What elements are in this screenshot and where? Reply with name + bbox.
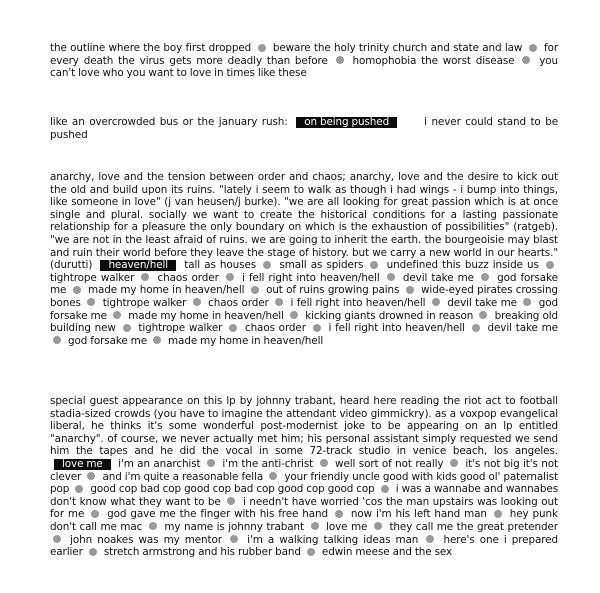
bullet-dot-icon (275, 298, 283, 306)
bullet-dot-icon (450, 459, 458, 467)
bullet-dot-icon (251, 286, 259, 294)
lyric-text: wide-eyed pirates crossing bones (50, 284, 558, 309)
lyric-text: i never could stand to be pushed (50, 116, 558, 141)
lyrics-paragraph-3 (50, 171, 558, 347)
bullet-dot-icon (529, 44, 537, 52)
bullet-dot-icon (229, 324, 237, 332)
lyric-text: devil take me (447, 296, 517, 309)
lyric-text: it's not big it's not clever (50, 457, 558, 483)
lyric-text: breaking old building new (50, 309, 558, 335)
lyric-text: i'm a walking talking ideas man (247, 533, 419, 546)
bullet-dot-icon (336, 56, 344, 64)
bullet-dot-icon (426, 535, 434, 543)
bullet-dot-icon (227, 497, 235, 505)
bullet-dot-icon (494, 510, 502, 518)
lyric-text: edwin meese and the sex (321, 546, 453, 559)
lyric-text: god forsake me (50, 296, 558, 322)
lyric-text: god forsake me (50, 271, 558, 297)
lyric-text: kicking giants drowned in reason (305, 309, 474, 322)
song-title-label: love me (54, 459, 111, 470)
lyric-text: tightrope walker (102, 296, 187, 309)
lyric-text: my name is johnny trabant (164, 520, 304, 533)
lyrics-paragraph-1 (50, 42, 558, 80)
lyric-text: i'm the anti-christ (222, 457, 314, 470)
lyric-text: special guest appearance on this lp by johnny trabant, heard here reading the riot act to football stadia-sized crowds (you have to imagine the attendant video gimmickry). as a voxpop evangelical liberal, he thinks it's some wonderful post-modernist joke to be appearing on an lp entitled "anarchy". of course, we never actually met him; his personal assistant simply requested we send him the tapes and he did the vocal in some 72-track studio in venice beach, los angeles. (50, 395, 558, 458)
lyric-text: made my home in heaven/hell (87, 284, 245, 297)
bullet-dot-icon (472, 324, 480, 332)
lyric-text: well sort of not really (335, 457, 444, 470)
bullet-dot-icon (113, 311, 121, 319)
bullet-dot-icon (149, 522, 157, 530)
bullet-dot-icon (320, 459, 328, 467)
lyric-text: the outline where the boy first dropped (50, 42, 252, 54)
bullet-dot-icon (258, 44, 266, 52)
lyric-text: i fell right into heaven/hell (290, 296, 426, 309)
bullet-dot-icon (87, 472, 95, 480)
song-title-label: heaven/hell (100, 260, 176, 271)
lyrics-paragraph-2 (50, 116, 558, 141)
bullet-dot-icon (269, 472, 277, 480)
bullet-dot-icon (123, 324, 131, 332)
lyric-text: and i'm quite a reasonable fella (102, 470, 264, 483)
lyric-text: i fell right into heaven/hell (328, 322, 465, 335)
lyrics-paragraph-4 (50, 395, 558, 559)
lyric-text: made my home in heaven/hell (168, 334, 324, 347)
lyric-text: tightrope walker (138, 322, 223, 335)
bullet-dot-icon (141, 273, 149, 281)
bullet-dot-icon (406, 286, 414, 294)
bullet-dot-icon (53, 336, 61, 344)
lyric-text: john noakes was my mentor (70, 533, 222, 546)
lyric-text: undefined this buzz inside us (386, 259, 539, 272)
bullet-dot-icon (479, 311, 487, 319)
bullet-dot-icon (230, 535, 238, 543)
bullet-dot-icon (481, 273, 489, 281)
bullet-dot-icon (307, 548, 315, 556)
lyric-text: for every death the virus gets more deadly than before (50, 42, 559, 67)
lyric-text: made my home in heaven/hell (128, 309, 284, 322)
bullet-dot-icon (87, 298, 95, 306)
bullet-dot-icon (91, 510, 99, 518)
bullet-dot-icon (522, 56, 530, 64)
bullet-dot-icon (374, 522, 382, 530)
lyric-text: good cop bad cop good cop bad cop good cop good cop (90, 483, 375, 496)
bullet-dot-icon (153, 336, 161, 344)
lyric-text: out of ruins growing pains (266, 284, 400, 297)
bullet-dot-icon (432, 298, 440, 306)
lyric-text: homophobia the worst disease (352, 54, 515, 67)
lyric-text: your friendly uncle good with kids good ol' paternalist pop (50, 470, 558, 496)
lyric-text: i needn't have worried 'cos the man upstairs was looking out for me (50, 495, 558, 521)
lyric-text: god forsake me (68, 334, 147, 347)
lyric-text: i was a wannabe and wannabes don't know what they want to be (50, 483, 559, 508)
bullet-dot-icon (75, 485, 83, 493)
bullet-dot-icon (89, 548, 97, 556)
lyric-text: anarchy, love and the tension between order and chaos; anarchy, love and the desire to kick out the old and build upon its ruins. "lately i seem to walk as though i had wings - i bump into things, like someone in love" (j van heusen/j burke). "we are all looking for great passion which is at once single and plural. socially we want to create the historical conditions for a lasting passionate relationship for a pleasure the only boundary on which is the exhaustion of possibilities" (ratgeb). "we are not in the least afraid of ruins. we are going to inherit the earth. the bourgeoisie may blast and ruin their world before they leave the stage of history. but we carry a new world in our hearts." (durutti) (50, 171, 558, 272)
bullet-dot-icon (53, 535, 61, 543)
lyric-text: chaos order (208, 296, 269, 309)
song-title-label: on being pushed (296, 117, 397, 128)
bullet-dot-icon (387, 273, 395, 281)
lyric-text: like an overcrowded bus or the january rush: (50, 116, 288, 128)
lyric-text: devil take me (402, 271, 474, 284)
lyric-text: they call me the great pretender (389, 520, 558, 533)
lyric-text: small as spiders (279, 259, 364, 272)
lyric-text: chaos order (157, 271, 219, 284)
bullet-dot-icon (73, 286, 81, 294)
lyric-text: tall as houses (184, 259, 257, 272)
lyric-text: chaos order (244, 322, 306, 335)
lyric-text: stretch armstrong and his rubber band (103, 546, 301, 559)
lyric-text: hey punk don't call me mac (50, 508, 558, 533)
bullet-dot-icon (290, 311, 298, 319)
lyric-text: now i'm his left hand man (350, 508, 487, 521)
lyric-text: i fell right into heaven/hell (241, 271, 380, 284)
lyric-text: tightrope walker (50, 271, 135, 284)
bullet-dot-icon (313, 324, 321, 332)
lyric-text: i'm an anarchist (118, 457, 201, 470)
bullet-dot-icon (263, 261, 271, 269)
lyric-text: god gave me the finger with his free hand (107, 508, 328, 521)
bullet-dot-icon (207, 459, 215, 467)
lyric-text: beware the holy trinity church and state and law (272, 42, 523, 54)
lyric-text: devil take me (487, 322, 558, 335)
lyric-text: you can't love who you want to love in times like these (50, 54, 558, 80)
lyric-text: love me (326, 520, 368, 533)
bullet-dot-icon (381, 485, 389, 493)
bullet-dot-icon (193, 298, 201, 306)
bullet-dot-icon (335, 510, 343, 518)
bullet-dot-icon (546, 261, 554, 269)
bullet-dot-icon (370, 261, 378, 269)
bullet-dot-icon (311, 522, 319, 530)
lyric-text: here's one i prepared earlier (50, 533, 558, 559)
bullet-dot-icon (523, 298, 531, 306)
bullet-dot-icon (226, 273, 234, 281)
